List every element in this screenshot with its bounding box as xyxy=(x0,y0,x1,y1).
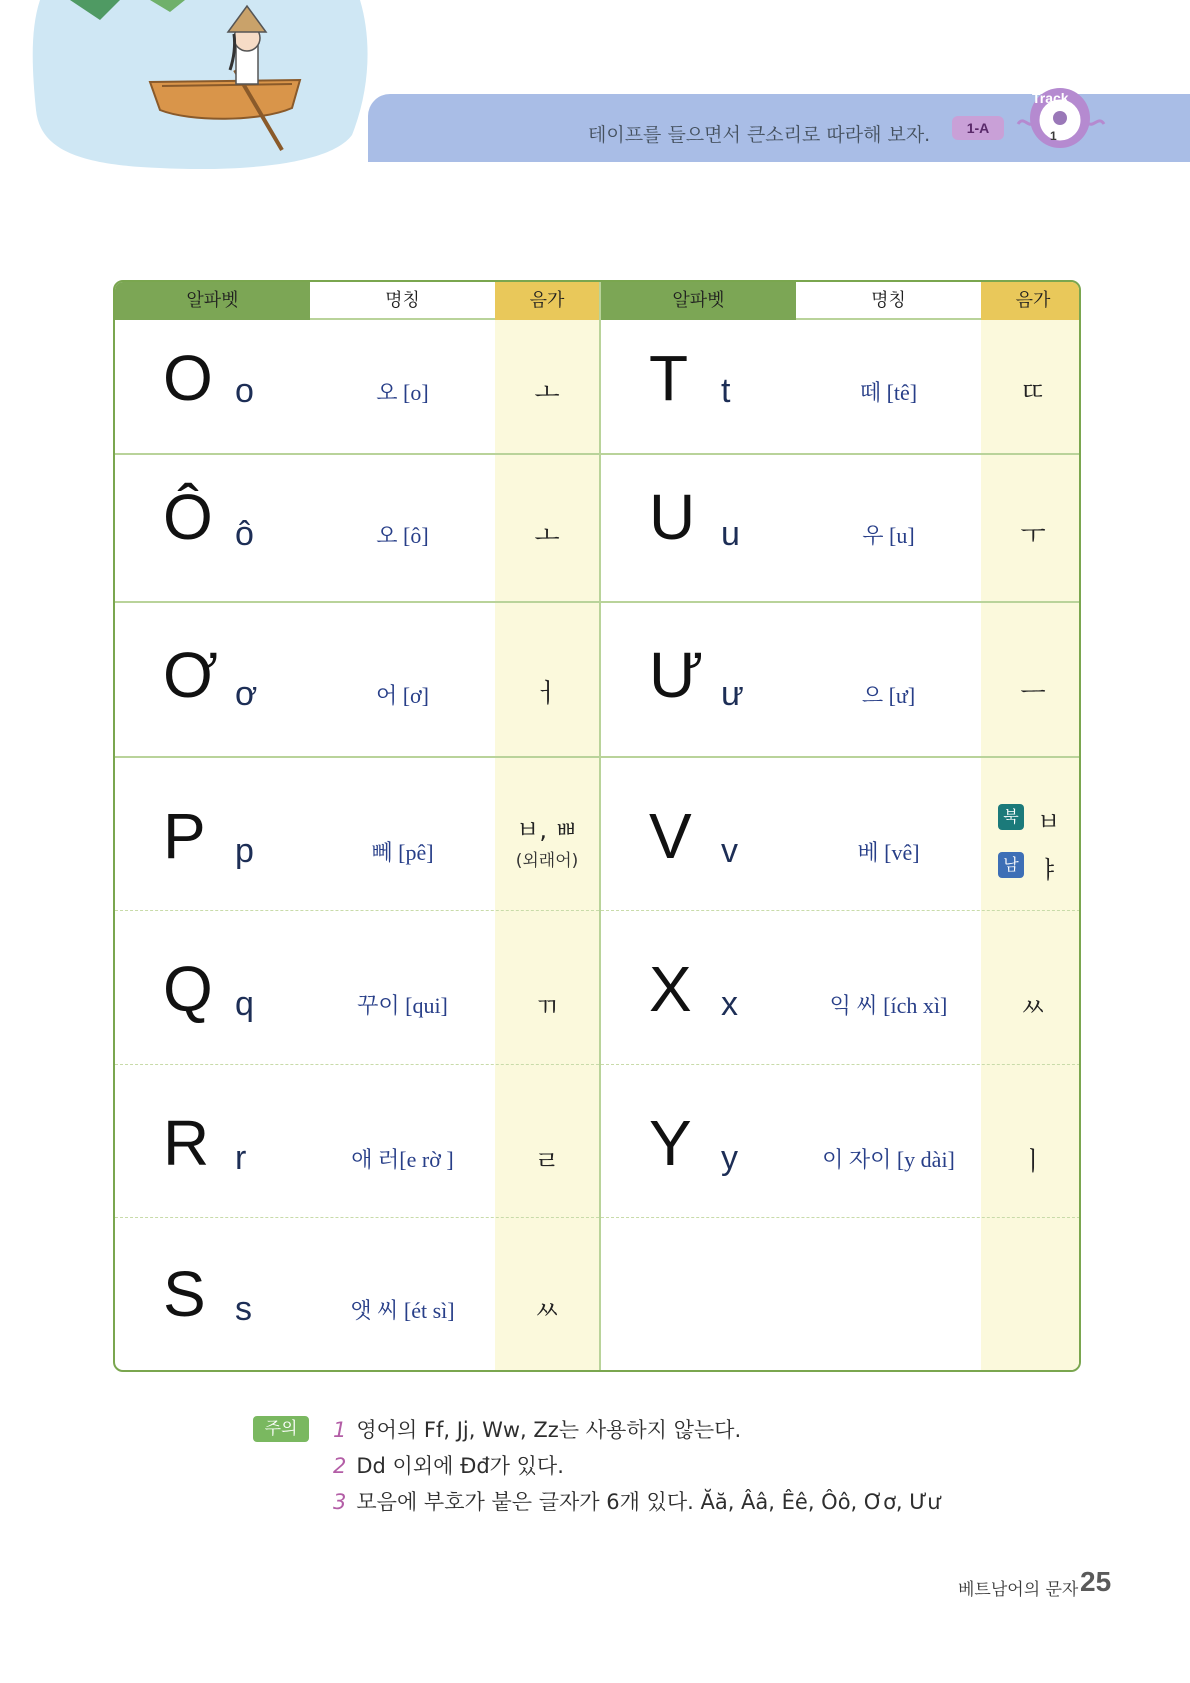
letter-lower: ư xyxy=(721,675,744,713)
letter-name: 애 러[e rờ ] xyxy=(351,1147,454,1172)
header-illustration xyxy=(0,0,420,175)
letter-name: 오 [o] xyxy=(376,380,429,405)
header-sound: 음가 xyxy=(495,282,599,320)
table-row xyxy=(601,1065,1081,1218)
table-row xyxy=(601,758,1081,911)
letter-lower: r xyxy=(235,1139,247,1177)
table-row xyxy=(115,603,599,758)
letter-lower: q xyxy=(235,985,254,1023)
letter-sound-note: (외래어) xyxy=(515,851,579,871)
header-instruction: 테이프를 들으면서 큰소리로 따라해 보자. xyxy=(588,124,931,146)
track-badge: 1-A xyxy=(952,116,1004,140)
letter-upper: S xyxy=(163,1258,206,1330)
note-number: 3 xyxy=(333,1490,347,1514)
header-alphabet: 알파벳 xyxy=(115,282,310,320)
letter-name: 익 씨 [ích xì] xyxy=(829,993,948,1018)
letter-upper: O xyxy=(163,342,213,414)
letter-upper: Y xyxy=(649,1107,692,1179)
page-number: 25 xyxy=(1080,1566,1112,1597)
table-right-half xyxy=(599,282,1081,1370)
letter-name: 베 [vê] xyxy=(857,840,920,865)
note-text: Dd 이외에 Đđ가 있다. xyxy=(356,1454,564,1478)
letter-sound: ㄲ xyxy=(534,993,560,1023)
region-tag-north: 북 xyxy=(998,804,1024,830)
letter-upper: Ô xyxy=(163,481,213,553)
note-text: 모음에 부호가 붙은 글자가 6개 있다. Ăă, Ââ, Êê, Ôô, Ơơ, Ưư xyxy=(356,1490,941,1514)
track-number: 1 xyxy=(1050,129,1057,143)
letter-upper: V xyxy=(649,800,692,872)
letter-upper: X xyxy=(649,953,692,1025)
letter-name: 꾸이 [qui] xyxy=(357,993,448,1018)
letter-sound: ㅗ xyxy=(534,521,560,551)
note-number: 1 xyxy=(333,1418,347,1442)
track-label: Track xyxy=(1032,90,1069,106)
letter-lower: o xyxy=(235,372,254,410)
letter-upper: Q xyxy=(163,953,213,1025)
letter-name: 이 자이 [y dài] xyxy=(822,1147,955,1172)
letter-sound: ㅜ xyxy=(1020,521,1046,551)
letter-lower: x xyxy=(721,985,738,1023)
letter-lower: y xyxy=(721,1139,738,1177)
letter-lower: ơ xyxy=(235,675,258,713)
table-row xyxy=(601,455,1081,603)
letter-sound: ㄸ xyxy=(1020,378,1046,408)
header-sound: 음가 xyxy=(981,282,1081,320)
letter-lower: u xyxy=(721,515,740,553)
table-header xyxy=(115,282,599,320)
note-item xyxy=(333,1414,741,1444)
letter-upper: Ư xyxy=(649,639,704,711)
note-number: 2 xyxy=(333,1454,347,1478)
table-row xyxy=(115,1065,599,1218)
letter-upper: R xyxy=(163,1107,210,1179)
table-row xyxy=(601,911,1081,1065)
letter-lower: v xyxy=(721,832,738,870)
letter-name: 앳 씨 [ét sì] xyxy=(350,1298,455,1323)
letter-lower: s xyxy=(235,1290,252,1328)
letter-lower: p xyxy=(235,832,254,870)
letter-upper: P xyxy=(163,800,206,872)
note-text: 영어의 Ff, Jj, Ww, Zz는 사용하지 않는다. xyxy=(356,1418,742,1442)
letter-name: 어 [ơ] xyxy=(375,683,430,708)
notes-tag: 주의 xyxy=(253,1416,309,1442)
alphabet-table xyxy=(113,280,1081,1372)
header-name: 명칭 xyxy=(796,282,981,320)
table-row xyxy=(601,320,1081,455)
header-alphabet: 알파벳 xyxy=(601,282,796,320)
letter-name: 우 [u] xyxy=(862,523,915,548)
table-row xyxy=(115,911,599,1065)
letter-sound: ㅓ xyxy=(534,679,560,709)
letter-sound: ㅂ, ㅃ xyxy=(516,816,578,844)
header-name: 명칭 xyxy=(310,282,495,320)
letter-name: 뻬 [pê] xyxy=(371,840,434,865)
letter-sound: ㅗ xyxy=(534,378,560,408)
letter-sound: ㅆ xyxy=(1020,993,1046,1023)
footer-section-title: 베트남어의 문자 xyxy=(958,1580,1079,1600)
letter-name: 떼 [tê] xyxy=(859,380,918,405)
table-row-empty xyxy=(601,1218,1081,1370)
table-row xyxy=(115,1218,599,1370)
letter-sound: ㅆ xyxy=(534,1296,560,1326)
table-row xyxy=(601,603,1081,758)
table-header xyxy=(601,282,1081,320)
letter-upper: T xyxy=(649,342,689,414)
table-row xyxy=(115,455,599,603)
table-row xyxy=(115,758,599,911)
note-item xyxy=(333,1486,941,1516)
letter-name: 으 [ư] xyxy=(861,683,916,708)
region-tag-south: 남 xyxy=(998,852,1024,878)
letter-name: 오 [ô] xyxy=(376,523,429,548)
region-sound-south: ㅑ xyxy=(1037,856,1061,884)
table-row xyxy=(115,320,599,455)
table-left-half xyxy=(115,282,599,1370)
letter-lower: t xyxy=(721,372,731,410)
letter-upper: Ơ xyxy=(163,639,218,711)
letter-sound: ㅣ xyxy=(1020,1147,1046,1177)
note-item xyxy=(333,1450,564,1480)
region-sound-north: ㅂ xyxy=(1037,808,1061,836)
letter-upper: U xyxy=(649,481,696,553)
letter-sound: ㅡ xyxy=(1020,679,1046,709)
letter-lower: ô xyxy=(235,515,254,553)
letter-sound: ㄹ xyxy=(534,1147,560,1177)
